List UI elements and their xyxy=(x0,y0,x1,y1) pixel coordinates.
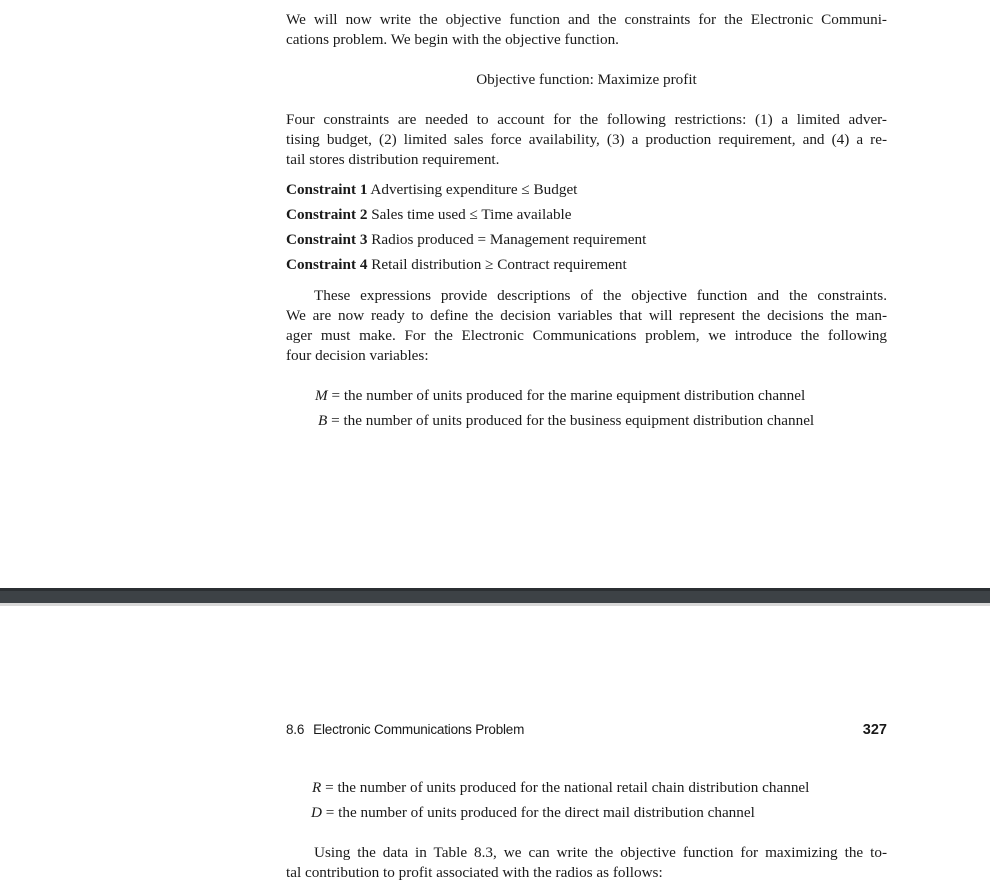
text-line: tal contribution to profit associated with the radios as follows: xyxy=(286,864,663,881)
constraint-text: Advertising expenditure ≤ Budget xyxy=(370,181,578,198)
text-line: tising budget, (2) limited sales force availability, (3) a production requirement, and (4) a re- xyxy=(286,131,887,148)
page-separator xyxy=(0,588,990,606)
variable-text: = the number of units produced for the direct mail distribution channel xyxy=(325,804,755,821)
constraint-2 xyxy=(286,205,572,225)
intro-paragraph xyxy=(286,10,887,50)
text-line: We are now ready to define the decision variables that will represent the decisions the man- xyxy=(286,307,887,324)
text-line: These expressions provide descriptions of the objective function and the constraints. xyxy=(314,287,887,304)
variable-symbol: B xyxy=(318,412,328,429)
text-line: tail stores distribution requirement. xyxy=(286,151,500,168)
text-line: We will now write the objective function and the constraints for the Electronic Communi- xyxy=(286,11,887,28)
text-line: cations problem. We begin with the objective function. xyxy=(286,31,619,48)
variable-definition-r xyxy=(312,778,809,798)
constraint-1 xyxy=(286,180,577,200)
variable-definition-m xyxy=(315,386,805,406)
objective-function: Objective function: Maximize profit xyxy=(476,71,697,88)
section-number: 8.6 xyxy=(286,722,305,737)
constraint-label: Constraint 2 xyxy=(286,206,368,223)
section-title: Electronic Communications Problem xyxy=(313,722,525,737)
constraint-label: Constraint 1 xyxy=(286,181,368,198)
variable-text: = the number of units produced for the business equipment distribution channel xyxy=(331,412,815,429)
variable-symbol: R xyxy=(312,779,322,796)
variable-text: = the number of units produced for the marine equipment distribution channel xyxy=(331,387,806,404)
text-line: four decision variables: xyxy=(286,347,429,364)
constraint-label: Constraint 4 xyxy=(286,256,368,273)
restrictions-paragraph xyxy=(286,110,887,170)
constraint-text: Retail distribution ≥ Contract requirement xyxy=(371,256,627,273)
constraint-text: Sales time used ≤ Time available xyxy=(371,206,572,223)
running-head xyxy=(286,722,524,737)
constraint-4 xyxy=(286,255,627,275)
variable-text: = the number of units produced for the national retail chain distribution channel xyxy=(325,779,810,796)
constraint-label: Constraint 3 xyxy=(286,231,368,248)
closing-paragraph xyxy=(286,843,887,883)
text-line: Four constraints are needed to account for the following restrictions: (1) a limited adver- xyxy=(286,111,887,128)
variable-definition-b xyxy=(318,411,814,431)
variable-definition-d xyxy=(311,803,755,823)
text-line: ager must make. For the Electronic Communications problem, we introduce the following xyxy=(286,327,887,344)
text-line: Using the data in Table 8.3, we can write the objective function for maximizing the to- xyxy=(314,844,887,861)
variable-symbol: D xyxy=(311,804,322,821)
constraint-text: Radios produced = Management requirement xyxy=(371,231,647,248)
page-number: 327 xyxy=(862,722,887,738)
variable-symbol: M xyxy=(315,387,328,404)
constraint-3 xyxy=(286,230,646,250)
expressions-paragraph xyxy=(286,286,887,366)
